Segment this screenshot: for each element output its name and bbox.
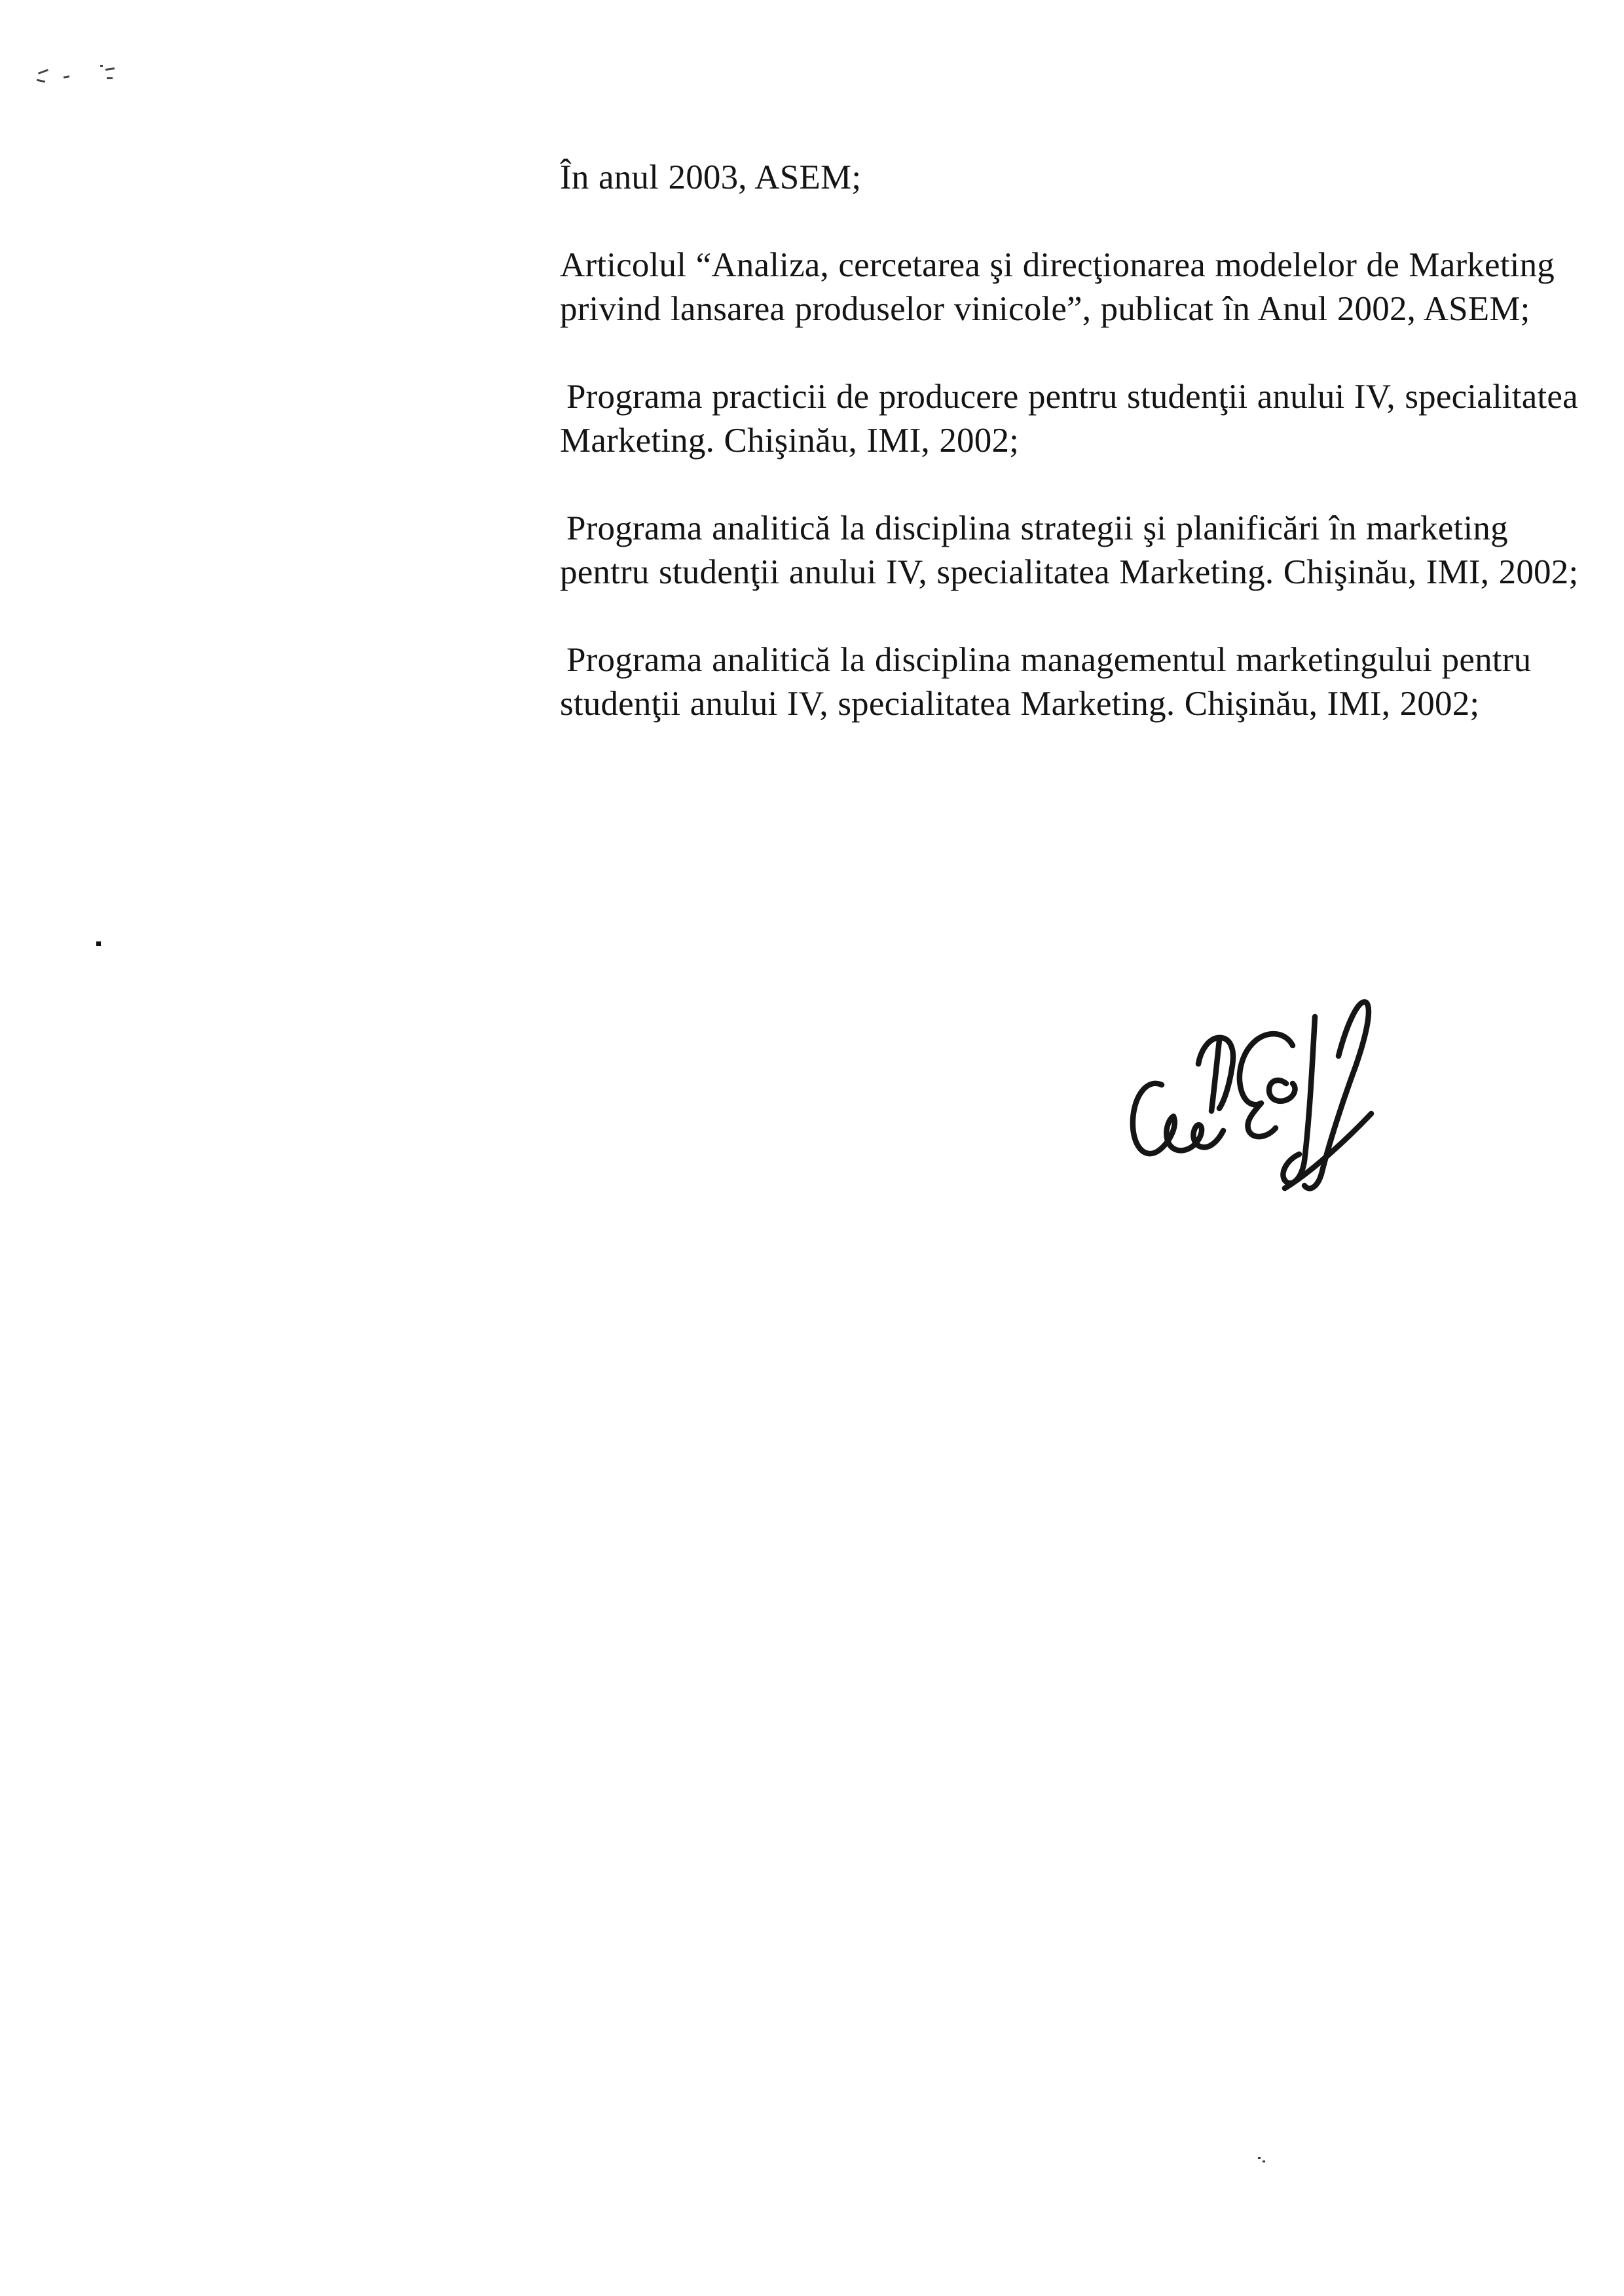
scan-artifact: [1258, 2157, 1261, 2159]
scan-artifact: [96, 941, 101, 946]
signature-handwriting-icon: [1121, 985, 1376, 1201]
scan-artifact: [1263, 2160, 1265, 2162]
scan-artifact: [64, 75, 69, 79]
text-column: [560, 156, 1581, 770]
paragraph-programa-practicii: Programa practicii de producere pentru studenţii anului IV, specialitatea Marketing. Chişinău, IMI, 2002;: [560, 378, 1578, 460]
paragraph-article: Articolul “Analiza, cercetarea şi direcţionarea modelelor de Marketing privind lansarea produselor vinicole”, publicat în Anul 2002, ASEM;: [560, 246, 1555, 328]
scan-artifact: [100, 65, 103, 67]
paragraph-year-asem: În anul 2003, ASEM;: [560, 158, 862, 196]
paragraph-programa-management: Programa analitică la disciplina managementul marketingului pentru studenţii anului IV, specialitatea Marketing. Chişinău, IMI, 2002;: [560, 641, 1532, 723]
scan-artifact: [37, 79, 45, 83]
scan-artifact: [105, 67, 115, 71]
paragraph-programa-strategii: Programa analitică la disciplina strategii şi planificări în marketing pentru studenţii anului IV, specialitatea Marketing. Chişinău, IMI, 2002;: [560, 509, 1579, 591]
scan-artifact: [38, 69, 48, 74]
scan-artifact: [107, 77, 113, 79]
signature: [1121, 985, 1376, 1201]
